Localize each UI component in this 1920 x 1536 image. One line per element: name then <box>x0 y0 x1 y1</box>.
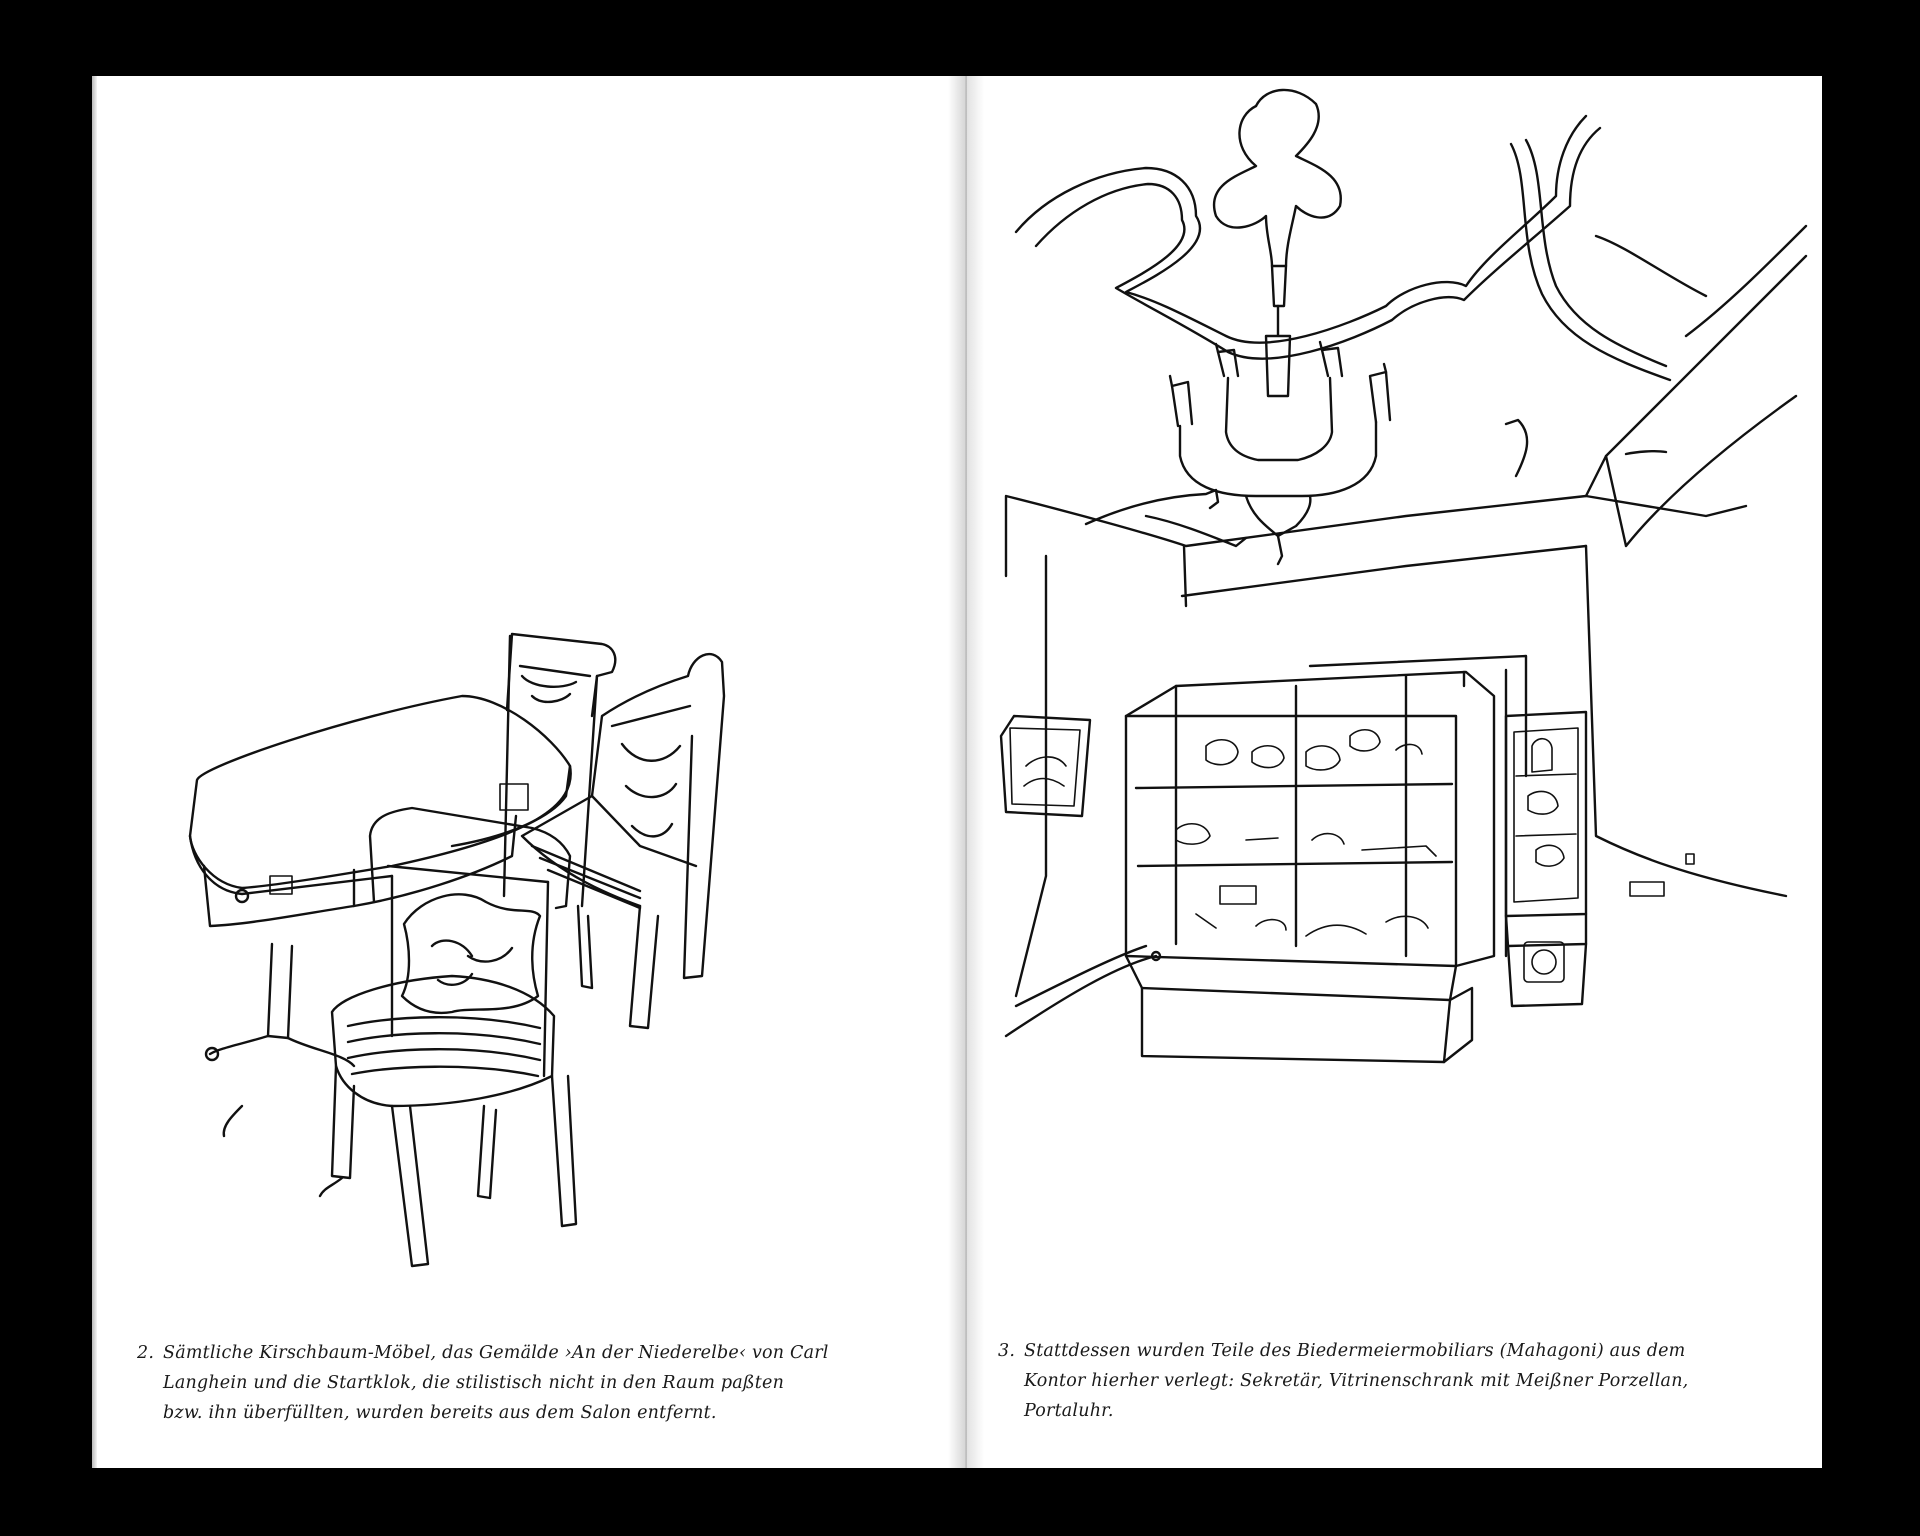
table-and-chairs-drawing <box>92 76 966 1468</box>
left-page <box>92 76 966 1468</box>
caption-line: Kontor hierher verlegt: Sekretär, Vitrinenschrank mit Meißner Porzellan, <box>1024 1371 1689 1391</box>
caption-line: bzw. ihn überfüllten, wurden bereits aus dem Salon entfernt. <box>163 1403 717 1423</box>
salon-interior-drawing <box>966 76 1822 1468</box>
caption-right <box>998 1336 1688 1426</box>
caption-line: Stattdessen wurden Teile des Biedermeiermobiliars (Mahagoni) aus dem <box>1024 1341 1686 1361</box>
caption-left <box>137 1338 829 1428</box>
right-page <box>966 76 1822 1468</box>
caption-line: Sämtliche Kirschbaum-Möbel, das Gemälde ›An der Niederelbe‹ von Carl <box>163 1343 829 1363</box>
caption-line: Langhein und die Startklok, die stilistisch nicht in den Raum paßten <box>163 1373 785 1393</box>
caption-number: 2. <box>137 1343 155 1363</box>
caption-number: 3. <box>998 1341 1016 1361</box>
caption-line: Portaluhr. <box>1024 1401 1114 1421</box>
